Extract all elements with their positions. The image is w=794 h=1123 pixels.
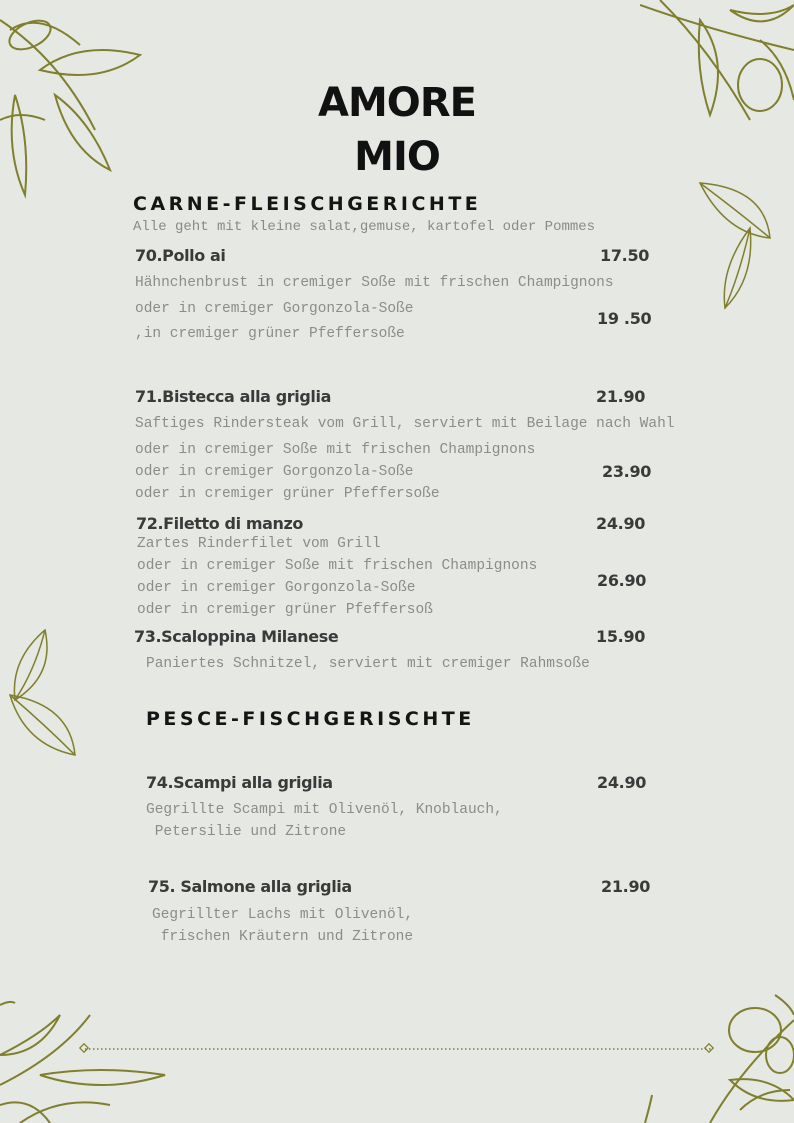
menu-item-desc: Gegrillte Scampi mit Olivenöl, Knoblauch, [146,802,503,818]
menu-item-price: 24.90 [596,514,646,533]
menu-item-name: 71.Bistecca alla griglia [135,387,331,406]
section-heading-pesce: PESCE-FISCHGERISCHTE [146,708,475,730]
menu-item-name: 74.Scampi alla griglia [146,773,333,792]
menu-item-name: 72.Filetto di manzo [136,514,304,533]
menu-item-name: 75. Salmone alla griglia [148,877,352,896]
menu-item-price: 15.90 [596,627,646,646]
menu-item-desc: oder in cremiger grüner Pfeffersoß [137,602,433,618]
menu-item-price: 17.50 [600,246,650,265]
menu-title-line1: AMORE [318,80,476,126]
menu-item-desc: Gegrillter Lachs mit Olivenöl, [152,907,414,923]
menu-item-desc: Hähnchenbrust in cremiger Soße mit frischen Champignons [135,275,614,291]
menu-item-name: 70.Pollo ai [135,246,226,265]
olive-branch-icon [640,990,794,1123]
menu-item-desc: Paniertes Schnitzel, serviert mit cremiger Rahmsoße [146,656,590,672]
menu-item-desc: Petersilie und Zitrone [146,824,347,840]
menu-item-desc: frischen Kräutern und Zitrone [152,929,414,945]
menu-item-desc: ,in cremiger grüner Pfeffersoße [135,326,405,342]
menu-item-desc: oder in cremiger Soße mit frischen Champignons [137,558,538,574]
menu-item-price: 24.90 [597,773,647,792]
menu-item-price: 21.90 [596,387,646,406]
divider-line [78,1042,718,1056]
section-note-carne: Alle geht mit kleine salat,gemuse, kartofel oder Pommes [133,219,596,235]
menu-item-variant-price: 19 .50 [597,309,652,328]
menu-item-desc: Saftiges Rindersteak vom Grill, serviert mit Beilage nach Wahl [135,416,675,432]
menu-item-desc: Zartes Rinderfilet vom Grill [137,536,381,552]
section-heading-carne: CARNE-FLEISCHGERICHTE [133,193,482,215]
basil-leaf-icon [0,625,80,760]
menu-item-desc: oder in cremiger Gorgonzola-Soße [135,301,414,317]
menu-item-price: 21.90 [601,877,651,896]
menu-item-variant-price: 26.90 [597,571,647,590]
basil-leaf-icon [695,178,777,313]
menu-item-desc: oder in cremiger grüner Pfeffersoße [135,486,440,502]
menu-item-desc: oder in cremiger Soße mit frischen Champignons [135,442,536,458]
menu-title-line2: MIO [354,134,440,180]
menu-item-desc: oder in cremiger Gorgonzola-Soße [137,580,416,596]
menu-item-desc: oder in cremiger Gorgonzola-Soße [135,464,414,480]
olive-branch-icon [0,995,170,1123]
menu-item-name: 73.Scaloppina Milanese [134,627,339,646]
menu-item-variant-price: 23.90 [602,462,652,481]
